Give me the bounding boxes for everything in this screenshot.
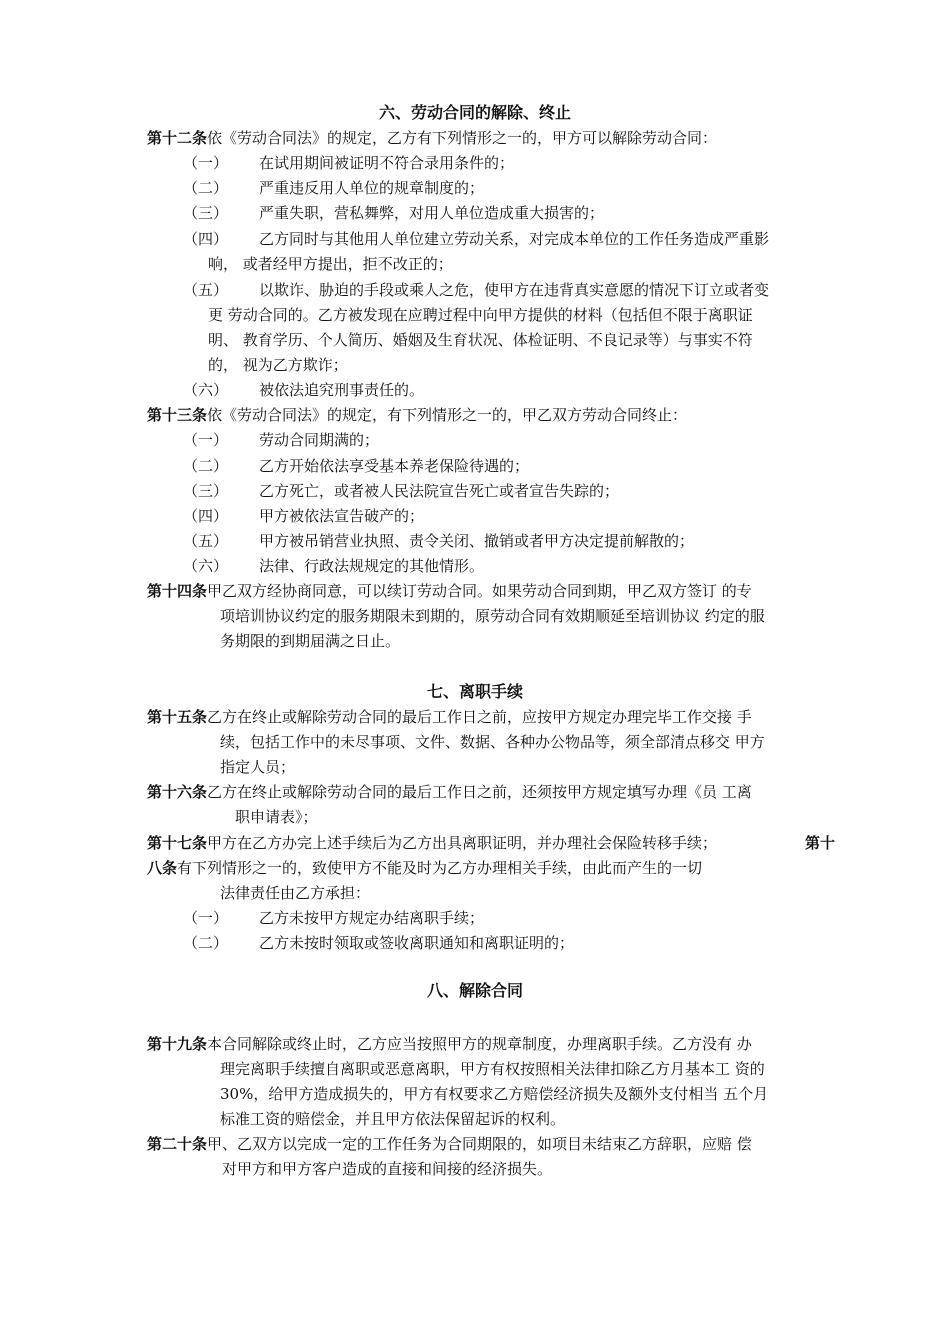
- article-19-line-3: 30%，给甲方造成损失的，甲方有权要求乙方赔偿经济损失及额外支付相当 五个月: [220, 1085, 769, 1103]
- item-number: （四）: [183, 507, 229, 525]
- article-19-label: 第十九条: [147, 1035, 208, 1053]
- article-12-label: 第十二条: [147, 129, 208, 147]
- item-text: 乙方同时与其他用人单位建立劳动关系，对完成本单位的工作任务造成严重影: [259, 230, 770, 248]
- article-19-text-1: 本合同解除或终止时，乙方应当按照甲方的规章制度，办理离职手续。乙方没有 办: [207, 1035, 752, 1053]
- section-6-title: 六、劳动合同的解除、终止: [378, 103, 571, 122]
- item-text: 劳动合同期满的；: [259, 431, 380, 449]
- item-number: （一）: [183, 154, 229, 172]
- item-text: 甲方被吊销营业执照、责令关闭、撤销或者甲方决定提前解散的；: [259, 532, 695, 550]
- item-number: （四）: [183, 230, 229, 248]
- article-15-label: 第十五条: [147, 708, 208, 726]
- article-12-item-5-cont-2: 明、 教育学历、个人简历、婚姻及生育状况、体检证明、不良记录等）与事实不符: [208, 331, 753, 349]
- article-16-label: 第十六条: [147, 783, 208, 801]
- article-15-line-1: [147, 706, 752, 728]
- article-14-line-2: 项培训协议约定的服务期限未到期的，原劳动合同有效期顺延至培训协议 约定的服: [220, 607, 765, 625]
- article-18-line-2: 法律责任由乙方承担：: [220, 884, 371, 902]
- article-14-line-3: 务期限的到期届满之日止。: [220, 632, 401, 650]
- item-number: （六）: [183, 557, 229, 575]
- item-number: （六）: [183, 381, 229, 399]
- article-16-text-1: 乙方在终止或解除劳动合同的最后工作日之前，还须按甲方规定填写办理《员 工离: [207, 783, 752, 801]
- article-18-line-1: [147, 857, 702, 879]
- article-14-line-1: [147, 580, 752, 602]
- item-number: （五）: [183, 281, 229, 299]
- article-17-line-1: [147, 832, 836, 854]
- item-text: 法律、行政法规规定的其他情形。: [259, 557, 485, 575]
- article-20-label: 第二十条: [147, 1135, 208, 1153]
- item-text: 被依法追究刑事责任的。: [259, 381, 425, 399]
- item-number: （二）: [183, 934, 229, 952]
- article-19-line-2: 理完离职手续擅自离职或恶意离职，甲方有权按照相关法律扣除乙方月基本工 资的: [220, 1060, 765, 1078]
- section-8-title: 八、解除合同: [426, 981, 523, 1000]
- article-20-line-2: 对甲方和甲方客户造成的直接和间接的经济损失。: [222, 1160, 553, 1178]
- item-number: （三）: [183, 482, 229, 500]
- item-text: 严重失职，营私舞弊，对用人单位造成重大损害的；: [259, 204, 605, 222]
- item-text: 严重违反用人单位的规章制度的；: [259, 179, 485, 197]
- article-12-lead: 依《劳动合同法》的规定，乙方有下列情形之一的，甲方可以解除劳动合同：: [207, 129, 718, 147]
- article-18-label-part-2: 八条: [147, 859, 178, 877]
- article-20-text-1: 甲、乙双方以完成一定的工作任务为合同期限的，如项目未结束乙方辞职，应赔 偿: [207, 1135, 752, 1153]
- item-text: 乙方死亡，或者被人民法院宣告死亡或者宣告失踪的；: [259, 482, 620, 500]
- item-number: （一）: [183, 431, 229, 449]
- article-20-line-1: [147, 1133, 752, 1155]
- article-13-label: 第十三条: [147, 406, 208, 424]
- article-12-lead-line: [147, 127, 717, 149]
- item-number: （二）: [183, 179, 229, 197]
- article-15-text-1: 乙方在终止或解除劳动合同的最后工作日之前，应按甲方规定办理完毕工作交接 手: [207, 708, 752, 726]
- section-7-title: 七、离职手续: [426, 682, 523, 701]
- article-17-text-1: 甲方在乙方办完上述手续后为乙方出具离职证明，并办理社会保险转移手续；: [207, 834, 718, 852]
- article-13-lead-line: [147, 404, 687, 426]
- item-text: 乙方未按甲方规定办结离职手续；: [259, 909, 485, 927]
- article-15-line-2: 续，包括工作中的未尽事项、文件、数据、各种办公物品等，须全部清点移交 甲方: [220, 733, 765, 751]
- article-15-line-3: 指定人员；: [220, 758, 296, 776]
- article-19-line-1: [147, 1033, 752, 1055]
- article-19-line-4: 标准工资的赔偿金，并且甲方依法保留起诉的权利。: [220, 1110, 566, 1128]
- article-12-item-5-cont-1: 更 劳动合同的。乙方被发现在应聘过程中向甲方提供的材料（包括但不限于离职证: [208, 306, 753, 324]
- item-number: （二）: [183, 457, 229, 475]
- item-text: 在试用期间被证明不符合录用条件的；: [259, 154, 515, 172]
- item-text: 乙方开始依法享受基本养老保险待遇的；: [259, 457, 530, 475]
- article-12-item-4-cont: 响， 或者经甲方提出，拒不改正的；: [208, 255, 453, 273]
- article-14-label: 第十四条: [147, 582, 208, 600]
- article-17-label: 第十七条: [147, 834, 208, 852]
- item-text: 以欺诈、胁迫的手段或乘人之危，使甲方在违背真实意愿的情况下订立或者变: [259, 281, 770, 299]
- article-12-item-5-cont-3: 的， 视为乙方欺诈；: [208, 356, 348, 374]
- item-text: 乙方未按时领取或签收离职通知和离职证明的；: [259, 934, 575, 952]
- item-number: （三）: [183, 204, 229, 222]
- item-number: （一）: [183, 909, 229, 927]
- item-number: （五）: [183, 532, 229, 550]
- item-text: 甲方被依法宣告破产的；: [259, 507, 425, 525]
- article-18-text-1: 有下列情形之一的，致使甲方不能及时为乙方办理相关手续，由此而产生的一切: [177, 859, 703, 877]
- article-14-text-1: 甲乙双方经协商同意，可以续订劳动合同。如果劳动合同到期，甲乙双方签订 的专: [207, 582, 752, 600]
- article-16-line-2: 职申请表》；: [235, 808, 318, 826]
- article-18-label-part-1: 第十: [805, 834, 836, 852]
- article-13-lead: 依《劳动合同法》的规定，有下列情形之一的，甲乙双方劳动合同终止：: [207, 406, 688, 424]
- article-16-line-1: [147, 781, 752, 803]
